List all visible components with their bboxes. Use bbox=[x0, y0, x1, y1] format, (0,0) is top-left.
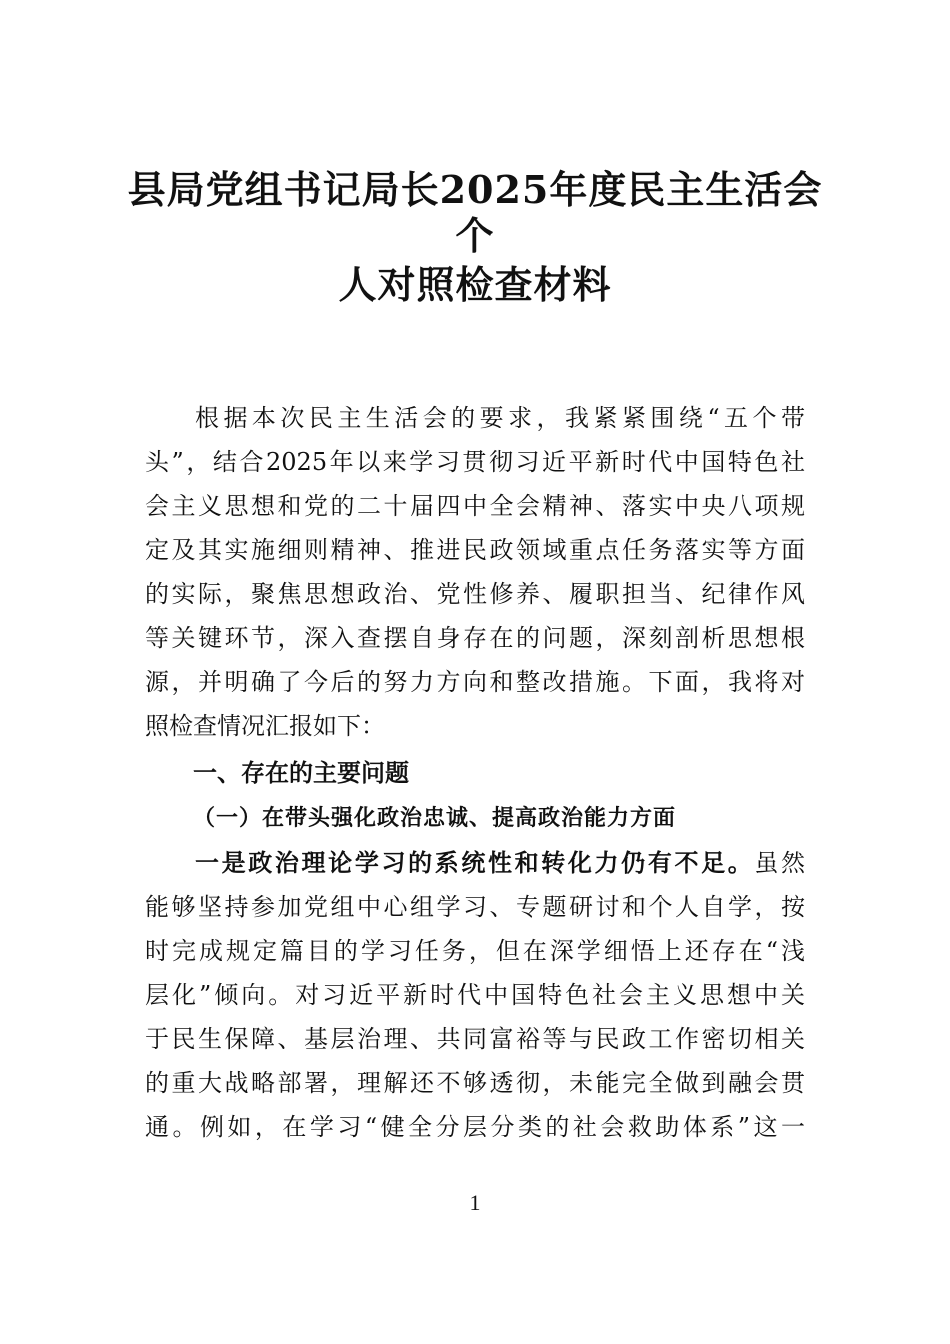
point-1-first-tail: 虽然 bbox=[754, 849, 806, 877]
point-1-line: 时完成规定篇目的学习任务，但在深学细悟上还存在“浅 bbox=[145, 937, 805, 965]
intro-line: 源，并明确了今后的努力方向和整改措施。下面，我将对 bbox=[145, 668, 805, 696]
point-1-first-line bbox=[195, 848, 805, 878]
intro-line: 头”，结合2025年以来学习贯彻习近平新时代中国特色社 bbox=[145, 448, 805, 476]
intro-line: 会主义思想和党的二十届四中全会精神、落实中央八项规 bbox=[145, 492, 805, 520]
point-1-line: 通。例如，在学习“健全分层分类的社会救助体系”这一 bbox=[145, 1113, 805, 1141]
document-title-line-1: 县局党组书记局长2025年度民主生活会个 bbox=[127, 167, 823, 258]
point-1-line: 能够坚持参加党组中心组学习、专题研讨和个人自学，按 bbox=[145, 893, 805, 921]
point-1-line: 的重大战略部署，理解还不够透彻，未能完全做到融会贯 bbox=[145, 1069, 805, 1097]
section-heading-2: （一）在带头强化政治忠诚、提高政治能力方面 bbox=[193, 805, 677, 831]
intro-line: 照检查情况汇报如下： bbox=[145, 712, 385, 740]
point-1-line: 于民生保障、基层治理、共同富裕等与民政工作密切相关 bbox=[145, 1025, 805, 1053]
intro-line: 的实际，聚焦思想政治、党性修养、履职担当、纪律作风 bbox=[145, 580, 805, 608]
document-title-line-2: 人对照检查材料 bbox=[338, 262, 612, 307]
section-heading-1: 一、存在的主要问题 bbox=[193, 759, 409, 787]
intro-line: 根据本次民主生活会的要求，我紧紧围绕“五个带 bbox=[195, 404, 805, 432]
point-1-lead: 一是政治理论学习的系统性和转化力仍有不足。 bbox=[195, 848, 755, 877]
page-number: 1 bbox=[469, 1190, 481, 1215]
intro-line: 定及其实施细则精神、推进民政领域重点任务落实等方面 bbox=[145, 536, 805, 564]
point-1-line: 层化”倾向。对习近平新时代中国特色社会主义思想中关 bbox=[145, 981, 805, 1009]
intro-line: 等关键环节，深入查摆自身存在的问题，深刻剖析思想根 bbox=[145, 624, 805, 652]
